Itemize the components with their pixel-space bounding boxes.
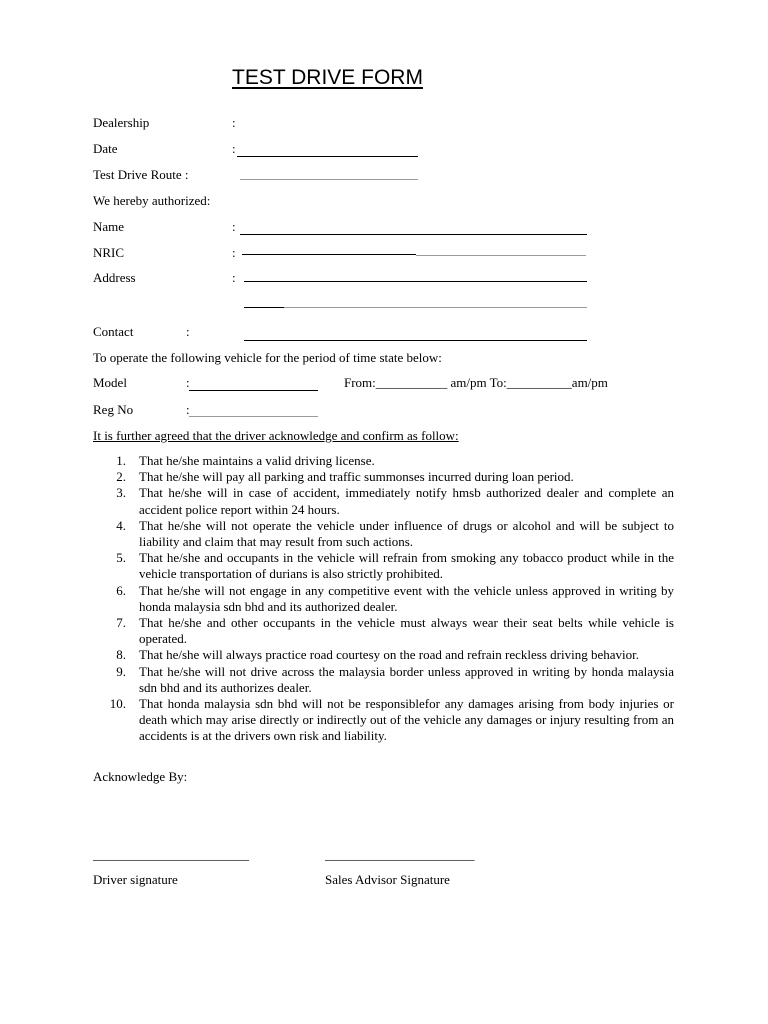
acknowledge-label: Acknowledge By: [93, 769, 188, 784]
reg-field-line[interactable] [189, 416, 318, 417]
list-item [93, 696, 674, 745]
date-label: Date [93, 141, 118, 156]
address-field-line-2 [284, 307, 587, 308]
model-colon: : [186, 375, 190, 390]
contact-field-line[interactable] [244, 340, 587, 341]
term-text: That he/she will not engage in any competitive event with the vehicle unless approved in writing by honda malaysia sdn bhd and its authorized dealer. [139, 582, 674, 614]
date-colon: : [232, 141, 236, 156]
term-text: That honda malaysia sdn bhd will not be responsiblefor any damages arising from body injuries or death which may arise directly or indirectly out of the vehicle any damages or injury resulting from an accidents is at the drivers own risk and liability. [139, 696, 674, 744]
list-item [93, 615, 674, 647]
model-label: Model [93, 375, 127, 390]
date-field-line[interactable] [237, 156, 418, 157]
address-field-line-2-start[interactable] [244, 307, 284, 308]
list-item [93, 453, 674, 469]
term-number: 4. [116, 517, 126, 533]
term-text: That he/she will not operate the vehicle under influence of drugs or alcohol and will be subject to liability and claim that may result from such actions. [139, 517, 674, 550]
list-item [93, 469, 674, 485]
term-number: 1. [116, 453, 126, 468]
period-text: To operate the following vehicle for the period of time state below: [93, 350, 442, 365]
name-label: Name [93, 219, 125, 234]
term-text: That he/she will always practice road courtesy on the road and refrain reckless driving behavior. [139, 647, 639, 663]
term-number: 7. [116, 615, 126, 631]
term-number: 2. [116, 469, 126, 485]
address-colon: : [232, 270, 236, 285]
term-number: 9. [116, 663, 126, 679]
agreement-heading: It is further agreed that the driver acknowledge and confirm as follow: [93, 428, 459, 443]
nric-label: NRIC [93, 245, 125, 260]
time-period-text: From:___________ am/pm To:__________am/pm [344, 375, 608, 390]
term-text: That he/she and occupants in the vehicle will refrain from smoking any tobacco product while in the vehicle transportation of durians is also strictly prohibited. [139, 550, 674, 582]
term-number: 3. [116, 485, 126, 501]
form-title: TEST DRIVE FORM [232, 66, 423, 89]
advisor-signature-line[interactable]: _______________________ [325, 847, 475, 862]
authorized-text: We hereby authorized: [93, 193, 211, 208]
terms-list [93, 453, 674, 745]
term-number: 10. [109, 696, 126, 712]
reg-label: Reg No [93, 402, 134, 417]
name-field-line[interactable] [240, 234, 587, 235]
reg-colon: : [186, 402, 190, 417]
list-item [93, 485, 674, 517]
term-text: That he/she will in case of accident, immediately notify hmsb authorized dealer and complete an accident police report within 24 hours. [139, 485, 674, 517]
nric-colon: : [232, 245, 236, 260]
route-label: Test Drive Route : [93, 167, 189, 182]
list-item [93, 518, 674, 550]
dealership-label: Dealership [93, 115, 150, 130]
nric-field-line-extension [416, 255, 586, 256]
contact-label: Contact [93, 324, 134, 339]
route-field-line[interactable] [240, 179, 418, 180]
term-text: That he/she will not drive across the malaysia border unless approved in writing by honda malaysia sdn bhd and its authorizes dealer. [139, 663, 674, 695]
term-text: That he/she will pay all parking and traffic summonses incurred during loan period. [139, 469, 574, 485]
term-number: 5. [116, 550, 126, 566]
address-label: Address [93, 270, 136, 285]
list-item [93, 583, 674, 615]
model-field-line[interactable] [189, 390, 318, 391]
term-text: That he/she and other occupants in the vehicle must always wear their seat belts while vehicle is operated. [139, 615, 674, 647]
name-colon: : [232, 219, 236, 234]
driver-signature-line[interactable]: ________________________ [93, 847, 249, 862]
driver-signature-label: Driver signature [93, 872, 178, 887]
nric-field-line[interactable] [242, 254, 416, 255]
list-item [93, 550, 674, 582]
list-item [93, 647, 674, 663]
term-text: That he/she maintains a valid driving license. [139, 453, 375, 468]
list-item [93, 664, 674, 696]
advisor-signature-label: Sales Advisor Signature [325, 872, 450, 887]
contact-colon: : [186, 324, 190, 339]
term-number: 6. [116, 582, 126, 598]
dealership-colon: : [232, 115, 236, 130]
address-field-line-1[interactable] [244, 281, 587, 282]
term-number: 8. [116, 647, 126, 663]
